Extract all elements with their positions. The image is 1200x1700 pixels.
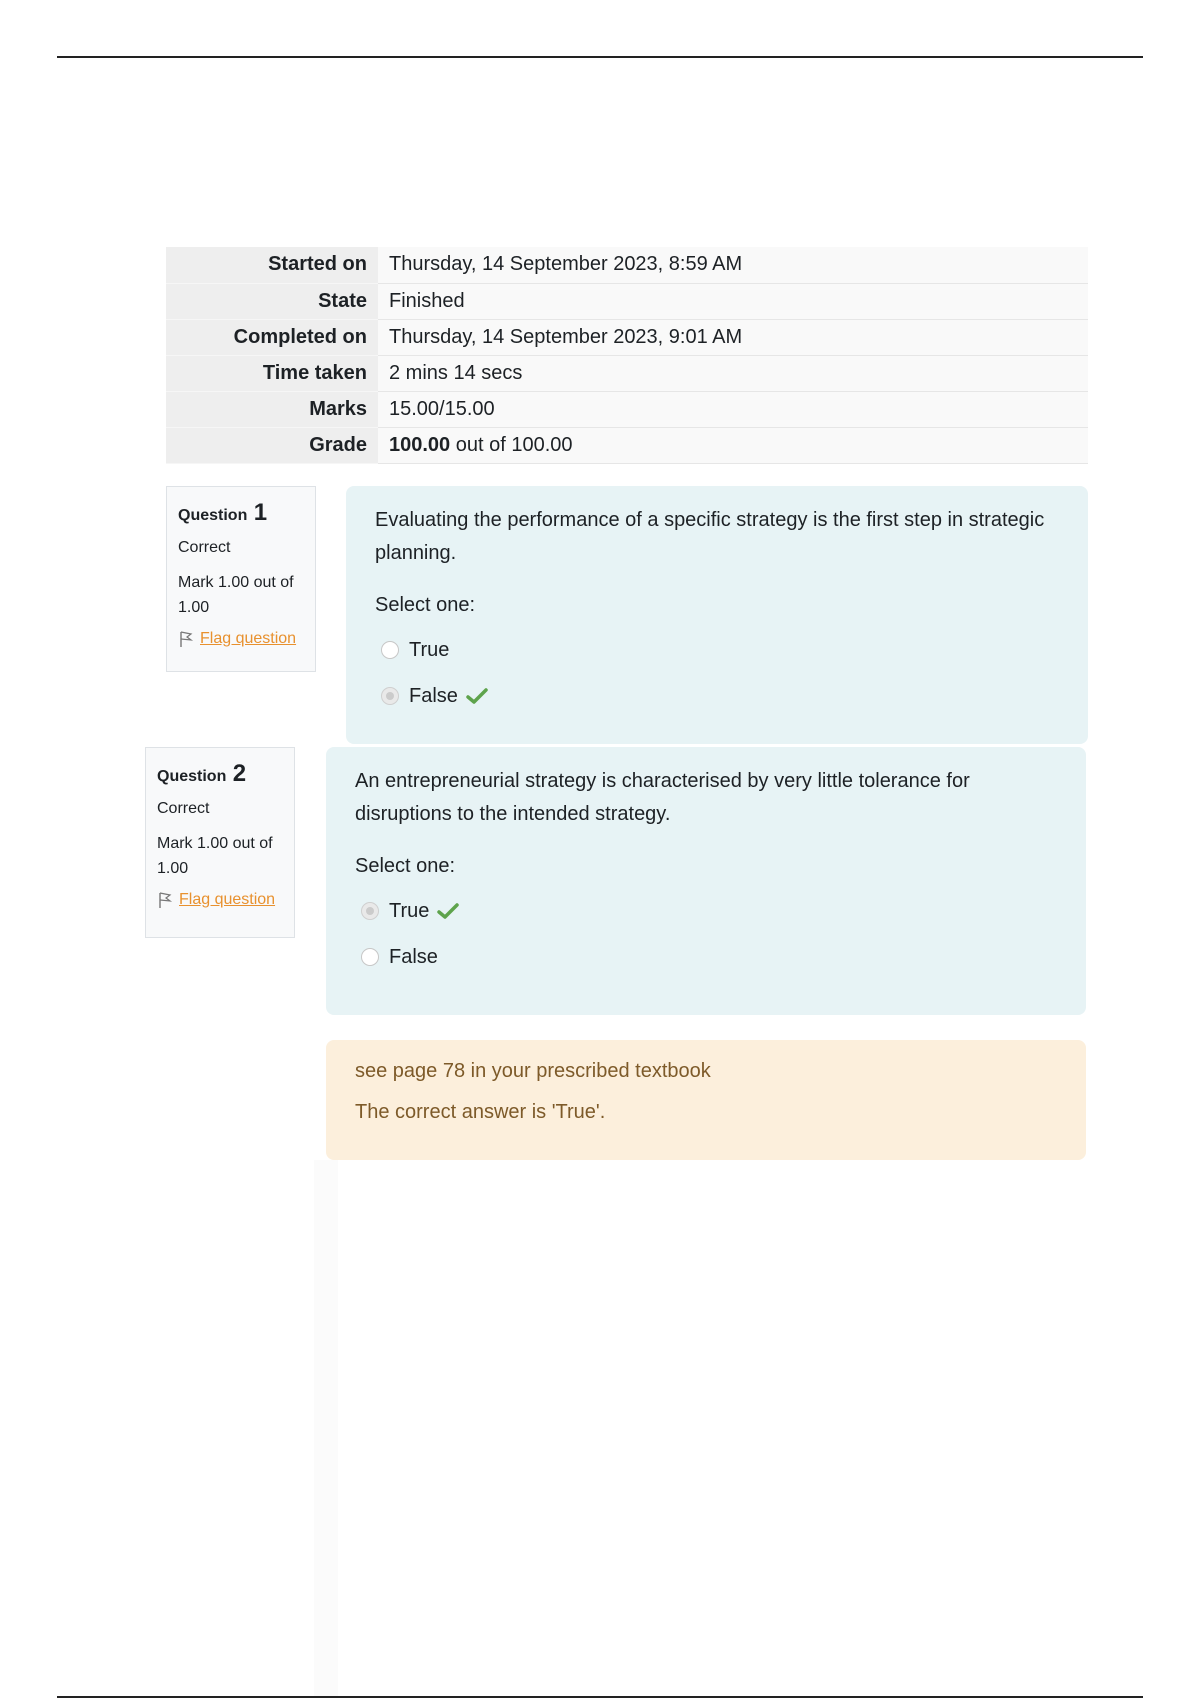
summary-value: Thursday, 14 September 2023, 9:01 AM [378, 319, 1088, 355]
summary-value [378, 427, 1088, 463]
question-word: Question [157, 768, 227, 785]
question-number-value: 1 [253, 499, 268, 526]
question-2-content [326, 747, 1086, 1015]
flag-question-link[interactable]: Flag question [179, 891, 276, 908]
question-state: Correct [178, 539, 231, 556]
flag-icon [157, 891, 173, 909]
question-grade: Mark 1.00 out of 1.00 [178, 574, 294, 616]
summary-value: Finished [378, 283, 1088, 319]
flag-question-link[interactable]: Flag question [200, 630, 297, 647]
radio-button[interactable] [381, 641, 399, 659]
answer-option-false[interactable] [355, 934, 1057, 980]
check-icon [466, 687, 488, 705]
summary-label: Completed on [166, 319, 378, 355]
general-feedback: see page 78 in your prescribed textbook [355, 1060, 711, 1082]
grade-out-of: out of 100.00 [450, 433, 573, 456]
summary-row-marks [166, 391, 1088, 427]
summary-label: Marks [166, 391, 378, 427]
question-prompt: Evaluating the performance of a specific strategy is the first step in strategic planning. [375, 509, 1045, 564]
summary-value: Thursday, 14 September 2023, 8:59 AM [378, 247, 1088, 283]
radio-button-checked[interactable] [361, 902, 379, 920]
page-shadow [314, 1160, 338, 1696]
question-number [157, 760, 283, 788]
question-2-info [145, 747, 295, 938]
question-prompt: An entrepreneurial strategy is characterised by very little tolerance for disruptions to the intended strategy. [355, 770, 970, 825]
summary-row-state [166, 283, 1088, 319]
summary-label: Grade [166, 427, 378, 463]
check-icon [437, 902, 459, 920]
summary-row-completed [166, 319, 1088, 355]
attempt-summary-table [166, 247, 1088, 464]
summary-value: 15.00/15.00 [378, 391, 1088, 427]
grade-value: 100.00 [389, 433, 451, 456]
top-rule [57, 56, 1143, 58]
answer-option-true[interactable] [375, 627, 1059, 673]
summary-label: Started on [166, 247, 378, 283]
radio-button-checked[interactable] [381, 687, 399, 705]
question-word: Question [178, 507, 248, 524]
answer-option-true[interactable] [355, 888, 1057, 934]
radio-button[interactable] [361, 948, 379, 966]
summary-row-time-taken [166, 355, 1088, 391]
option-label: True [409, 638, 450, 661]
bottom-rule [57, 1696, 1143, 1698]
summary-row-grade [166, 427, 1088, 463]
question-number-value: 2 [232, 760, 247, 787]
flag-question[interactable] [157, 891, 283, 909]
right-answer: The correct answer is 'True'. [355, 1101, 606, 1123]
summary-label: State [166, 283, 378, 319]
select-one-label: Select one: [375, 594, 476, 616]
summary-value: 2 mins 14 secs [378, 355, 1088, 391]
question-state: Correct [157, 800, 210, 817]
option-label: False [389, 945, 438, 968]
summary-row-started [166, 247, 1088, 283]
summary-label: Time taken [166, 355, 378, 391]
flag-icon [178, 630, 194, 648]
question-1-info [166, 486, 316, 672]
question-number [178, 499, 304, 527]
flag-question[interactable] [178, 630, 304, 648]
answer-option-false[interactable] [375, 673, 1059, 719]
option-label: False [409, 684, 458, 707]
option-label: True [389, 899, 430, 922]
question-1-content [346, 486, 1088, 744]
question-grade: Mark 1.00 out of 1.00 [157, 835, 273, 877]
question-2-feedback [326, 1040, 1086, 1160]
select-one-label: Select one: [355, 855, 456, 877]
